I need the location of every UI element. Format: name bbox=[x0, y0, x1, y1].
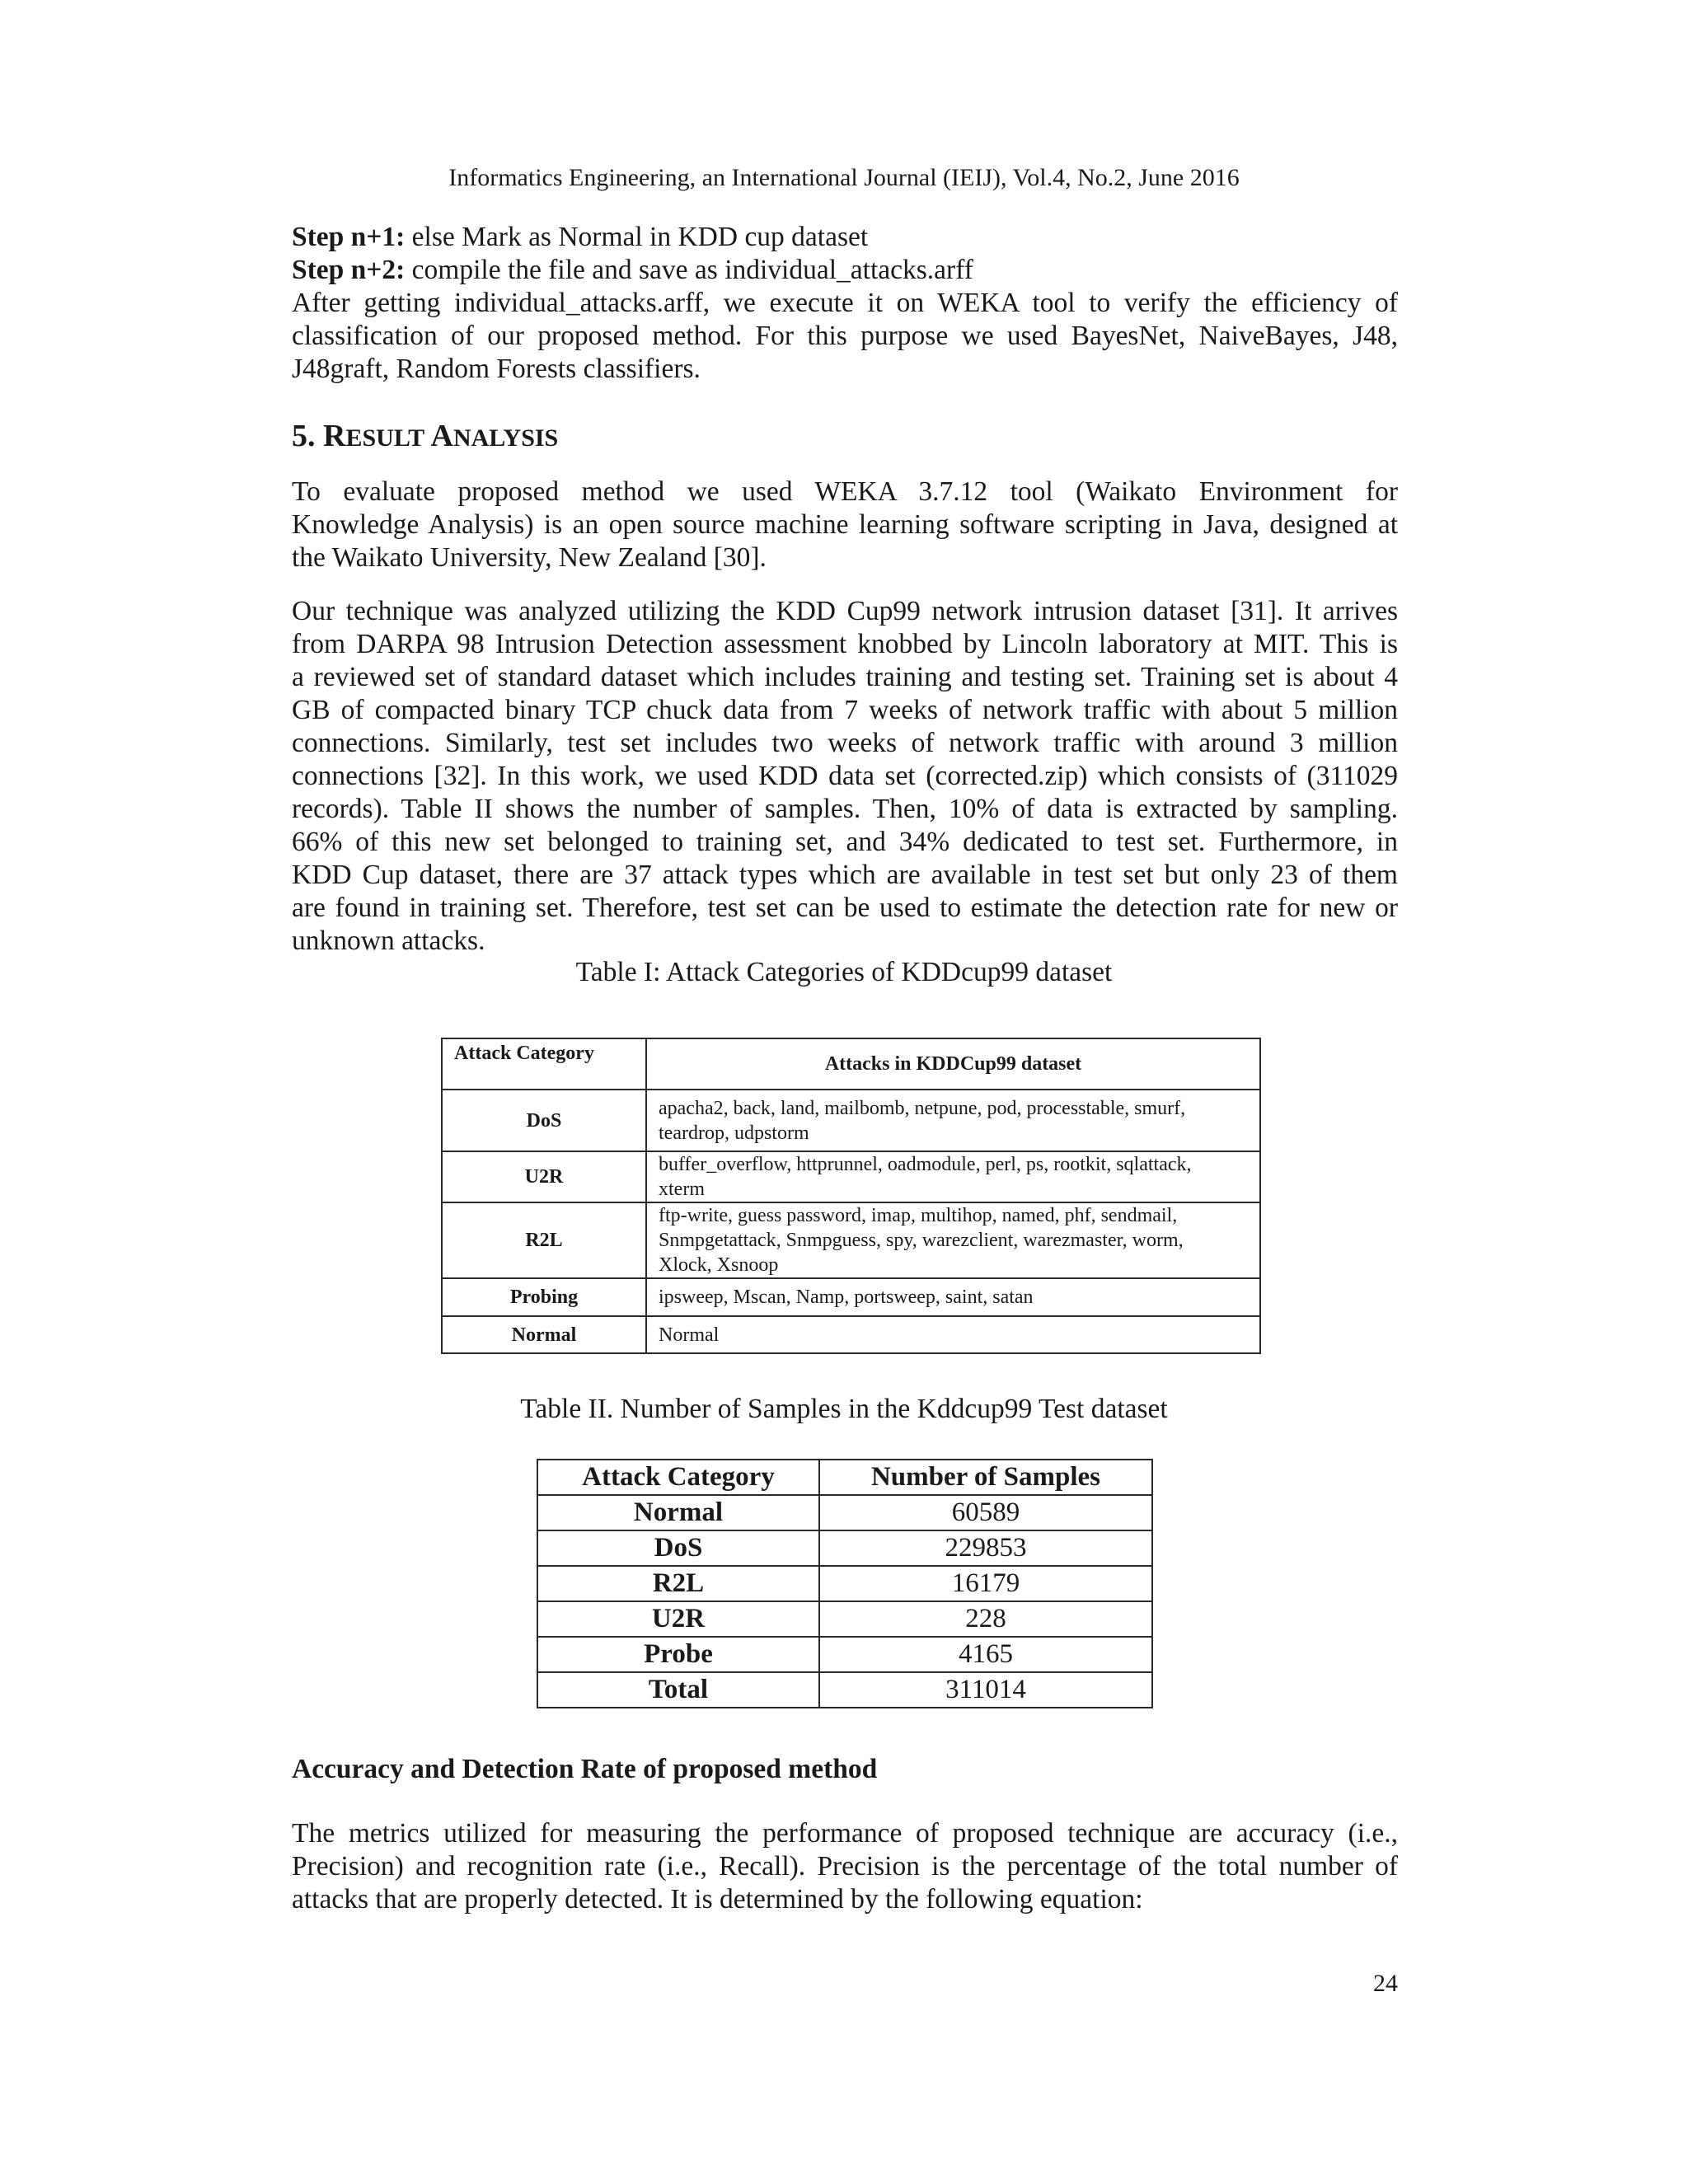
category-cell: Probing bbox=[442, 1278, 646, 1316]
attacks-cell: buffer_overflow, httprunnel, oadmodule, perl, ps, rootkit, sqlattack, xterm bbox=[646, 1151, 1260, 1202]
table-row bbox=[442, 1090, 1260, 1151]
category-cell: DoS bbox=[442, 1090, 646, 1151]
category-cell: U2R bbox=[442, 1151, 646, 1202]
table-row bbox=[537, 1495, 1152, 1530]
table-row bbox=[442, 1278, 1260, 1316]
section-heading: 5. RESULT ANALYSIS bbox=[292, 419, 559, 453]
intro-line: J48graft, Random Forests classifiers. bbox=[292, 354, 701, 384]
category-cell: R2L bbox=[537, 1566, 819, 1601]
attacks-cell: apacha2, back, land, mailbomb, netpune, pod, processtable, smurf, teardrop, udpstorm bbox=[646, 1090, 1260, 1151]
table-header-row bbox=[537, 1460, 1152, 1495]
count-cell: 311014 bbox=[819, 1672, 1152, 1708]
count-cell: 4165 bbox=[819, 1637, 1152, 1672]
step-line: Step n+2: compile the file and save as individual_attacks.arff bbox=[292, 255, 973, 285]
paragraph-3: The metrics utilized for measuring the performance of proposed technique are accuracy (i.e., Precision) and recognition rate (i.e., Recall). Precision is the percentage of the total number of attacks that are properly detected. It is determined by the following equation: bbox=[292, 1818, 1398, 1915]
intro-line: After getting individual_attacks.arff, we execute it on WEKA tool to verify the efficiency of bbox=[292, 288, 1398, 318]
table-row bbox=[537, 1566, 1152, 1601]
category-cell: Total bbox=[537, 1672, 819, 1708]
paragraph-1: To evaluate proposed method we used WEKA 3.7.12 tool (Waikato Environment for Knowledge Analysis) is an open source machine learning software scripting in Java, designed at the Waikato University, New Zealand [30]. bbox=[292, 476, 1398, 573]
intro-line: classification of our proposed method. For this purpose we used BayesNet, NaiveBayes, J48, bbox=[292, 321, 1398, 351]
table-header-cell: Number of Samples bbox=[819, 1460, 1152, 1495]
count-cell: 60589 bbox=[819, 1495, 1152, 1530]
step-line: Step n+1: else Mark as Normal in KDD cup dataset bbox=[292, 222, 869, 252]
attacks-cell: ftp-write, guess password, imap, multihop, named, phf, sendmail, Snmpgetattack, Snmpguess, spy, warezclient, warezmaster, worm, Xlock, Xsnoop bbox=[646, 1202, 1260, 1278]
steps-block bbox=[292, 221, 1398, 386]
table-2-caption: Table II. Number of Samples in the Kddcup99 Test dataset bbox=[520, 1394, 1168, 1424]
samples-table bbox=[537, 1459, 1153, 1708]
table-row bbox=[537, 1530, 1152, 1566]
attack-categories-table bbox=[441, 1038, 1261, 1354]
category-cell: DoS bbox=[537, 1530, 819, 1566]
table-row bbox=[537, 1672, 1152, 1708]
category-cell: Probe bbox=[537, 1637, 819, 1672]
count-cell: 228 bbox=[819, 1601, 1152, 1637]
table-row bbox=[442, 1151, 1260, 1202]
count-cell: 229853 bbox=[819, 1530, 1152, 1566]
category-cell: Normal bbox=[442, 1316, 646, 1353]
table-header-cell: Attack Category bbox=[537, 1460, 819, 1495]
table-header-row bbox=[442, 1038, 1260, 1090]
table-row bbox=[537, 1601, 1152, 1637]
attacks-cell: ipsweep, Mscan, Namp, portsweep, saint, satan bbox=[646, 1278, 1260, 1316]
table-row bbox=[537, 1637, 1152, 1672]
subsection-heading: Accuracy and Detection Rate of proposed method bbox=[292, 1754, 878, 1784]
count-cell: 16179 bbox=[819, 1566, 1152, 1601]
attacks-cell: Normal bbox=[646, 1316, 1260, 1353]
table-row bbox=[442, 1202, 1260, 1278]
table-1-caption: Table I: Attack Categories of KDDcup99 dataset bbox=[575, 957, 1113, 987]
category-cell: R2L bbox=[442, 1202, 646, 1278]
paragraph-2: Our technique was analyzed utilizing the KDD Cup99 network intrusion dataset [31]. It arrives from DARPA 98 Intrusion Detection assessment knobbed by Lincoln laboratory at MIT. This is a reviewed set of standard dataset which includes training and testing set. Training set is about 4 GB of compacted binary TCP chuck data from 7 weeks of network traffic with about 5 million connections. Similarly, test set includes two weeks of network traffic with around 3 million connections [32]. In this work, we used KDD data set (corrected.zip) which consists of (311029 records). Table II shows the number of samples. Then, 10% of data is extracted by sampling. 66% of this new set belonged to training set, and 34% dedicated to test set. Furthermore, in KDD Cup dataset, there are 37 attack types which are available in test set but only 23 of them are found in training set. Therefore, test set can be used to estimate the detection rate for new or unknown attacks. bbox=[292, 596, 1398, 956]
running-header: Informatics Engineering, an International Journal (IEIJ), Vol.4, No.2, June 2016 bbox=[448, 164, 1240, 191]
page-number: 24 bbox=[1373, 1970, 1398, 1997]
table-row bbox=[442, 1316, 1260, 1353]
table-header-cell: Attacks in KDDCup99 dataset bbox=[646, 1038, 1260, 1090]
category-cell: U2R bbox=[537, 1601, 819, 1637]
table-header-cell: Attack Category bbox=[442, 1038, 646, 1090]
category-cell: Normal bbox=[537, 1495, 819, 1530]
